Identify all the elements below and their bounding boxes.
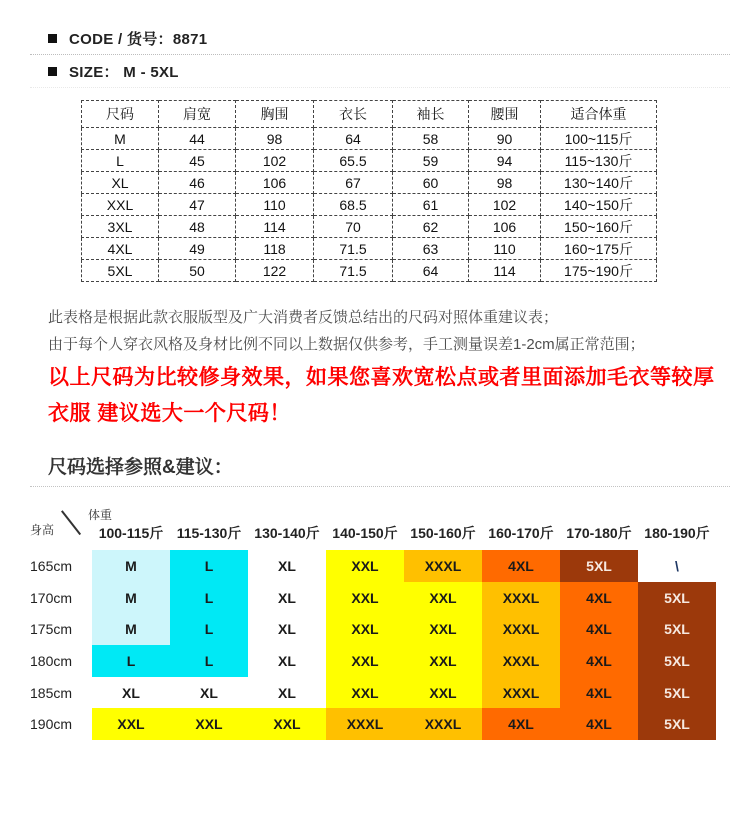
size-grid-cell: 4XL xyxy=(482,550,560,582)
size-table-cell: 130~140斤 xyxy=(541,172,657,194)
size-table-cell: 3XL xyxy=(82,216,159,238)
note-line-1: 此表格是根据此款衣服版型及广大消费者反馈总结出的尺码对照体重建议表； xyxy=(48,309,559,326)
size-table-cell: 140~150斤 xyxy=(541,194,657,216)
code-row xyxy=(30,22,730,55)
size-grid-cell: L xyxy=(170,645,248,677)
height-label-cell: 165cm xyxy=(30,557,73,574)
notes-block xyxy=(48,304,645,358)
size-table-cell: 4XL xyxy=(82,238,159,260)
size-grid-cell: XL xyxy=(170,677,248,709)
size-grid-cell: 5XL xyxy=(638,677,716,709)
warning-block xyxy=(48,360,715,432)
size-grid-cell: XXXL xyxy=(404,550,482,582)
size-table-head xyxy=(82,101,657,128)
size-table-cell: M xyxy=(82,128,159,150)
weight-header-cell: 115-130斤 xyxy=(176,525,242,541)
size-table-cell: 98 xyxy=(469,172,541,194)
weight-header-cell: 140-150斤 xyxy=(332,525,398,541)
size-grid-cell: XL xyxy=(248,550,326,582)
size-grid-cell: XXXL xyxy=(326,708,404,740)
size-table-cell: 44 xyxy=(159,128,236,150)
size-table-cell: 64 xyxy=(393,260,469,282)
size-table-row xyxy=(82,150,657,172)
size-table-header-cell: 腰围 xyxy=(469,101,541,128)
size-grid-cell: XXXL xyxy=(482,645,560,677)
size-table-cell: 110 xyxy=(236,194,314,216)
size-grid-cell: XL xyxy=(248,645,326,677)
size-table-cell: 114 xyxy=(236,216,314,238)
size-table-body xyxy=(82,128,657,282)
size-grid-cell: 4XL xyxy=(482,708,560,740)
size-grid-cell: 4XL xyxy=(560,582,638,614)
size-table-header-cell: 尺码 xyxy=(82,101,159,128)
size-grid-cell: XXXL xyxy=(482,613,560,645)
size-grid-cell: XXXL xyxy=(482,582,560,614)
size-grid-cell: 5XL xyxy=(638,645,716,677)
size-grid-cell: XL xyxy=(248,582,326,614)
weight-header-cell: 160-170斤 xyxy=(488,525,554,541)
height-label-cell: 180cm xyxy=(30,652,73,669)
size-table-cell: 160~175斤 xyxy=(541,238,657,260)
size-table-cell: 94 xyxy=(469,150,541,172)
size-table-cell: 71.5 xyxy=(314,238,393,260)
size-table-cell: 62 xyxy=(393,216,469,238)
size-table-header-cell: 肩宽 xyxy=(159,101,236,128)
weight-header-cell: 100-115斤 xyxy=(98,525,164,541)
size-row xyxy=(30,55,730,88)
size-table-cell: 90 xyxy=(469,128,541,150)
size-grid-cell: XXL xyxy=(326,613,404,645)
size-table-header-cell: 胸围 xyxy=(236,101,314,128)
size-grid-cell: XXL xyxy=(326,582,404,614)
size-table-cell: 47 xyxy=(159,194,236,216)
size-table-header-cell: 衣长 xyxy=(314,101,393,128)
size-table-header-cell: 袖长 xyxy=(393,101,469,128)
size-grid-cell: XL xyxy=(92,677,170,709)
size-table-cell: 175~190斤 xyxy=(541,260,657,282)
warning-line-2: 衣服 建议选大一个尺码！ xyxy=(48,402,291,425)
size-table-cell: 61 xyxy=(393,194,469,216)
bullet-square-icon xyxy=(48,67,57,76)
size-grid-cell: XXL xyxy=(92,708,170,740)
size-table-cell: 118 xyxy=(236,238,314,260)
size-table-cell: 64 xyxy=(314,128,393,150)
size-grid-cell: XXL xyxy=(248,708,326,740)
size-grid-cell: L xyxy=(170,582,248,614)
size-table-cell: 71.5 xyxy=(314,260,393,282)
height-label-cell: 175cm xyxy=(30,621,73,638)
code-label: CODE / 货号：8871 xyxy=(69,30,208,48)
weight-header-cell: 150-160斤 xyxy=(410,525,476,541)
size-grid-cell: 5XL xyxy=(638,613,716,645)
height-label-cell: 190cm xyxy=(30,716,73,733)
size-grid-cell: XXXL xyxy=(482,677,560,709)
size-table-cell: 106 xyxy=(236,172,314,194)
height-weight-corner-label xyxy=(30,498,113,550)
size-grid-cell: 5XL xyxy=(638,582,716,614)
size-grid-cell: M xyxy=(92,582,170,614)
size-table-row xyxy=(82,128,657,150)
size-table-cell: 70 xyxy=(314,216,393,238)
size-table-cell: 60 xyxy=(393,172,469,194)
diagonal-divider-icon xyxy=(61,510,81,535)
weight-header-cell: 130-140斤 xyxy=(254,525,320,541)
size-grid-cell: XL xyxy=(248,613,326,645)
weight-header-cell: 170-180斤 xyxy=(566,525,632,541)
size-grid-cell: XXL xyxy=(326,677,404,709)
weight-header-cell: 180-190斤 xyxy=(644,525,710,541)
size-table xyxy=(81,100,657,282)
size-table-cell: 114 xyxy=(469,260,541,282)
size-table-cell: 5XL xyxy=(82,260,159,282)
size-grid-cell: XXL xyxy=(404,677,482,709)
size-table-cell: 150~160斤 xyxy=(541,216,657,238)
size-table-row xyxy=(82,194,657,216)
size-grid-cell: 5XL xyxy=(560,550,638,582)
size-table-cell: 63 xyxy=(393,238,469,260)
size-table-cell: 98 xyxy=(236,128,314,150)
selection-grid xyxy=(30,498,716,740)
size-table-cell: L xyxy=(82,150,159,172)
size-grid-cell: M xyxy=(92,550,170,582)
size-grid-cell: XXXL xyxy=(404,708,482,740)
size-grid-cell: 5XL xyxy=(638,708,716,740)
bullet-square-icon xyxy=(48,34,57,43)
size-table-cell: 49 xyxy=(159,238,236,260)
size-grid-cell: XXL xyxy=(404,645,482,677)
size-grid-cell: 4XL xyxy=(560,677,638,709)
size-table-cell: XL xyxy=(82,172,159,194)
size-table-header-cell: 适合体重 xyxy=(541,101,657,128)
size-table-cell: 102 xyxy=(236,150,314,172)
size-table-cell: 59 xyxy=(393,150,469,172)
size-table-cell: 50 xyxy=(159,260,236,282)
size-grid-cell: XXL xyxy=(404,582,482,614)
size-table-row xyxy=(82,216,657,238)
size-grid-cell: 4XL xyxy=(560,645,638,677)
product-meta xyxy=(30,22,730,88)
size-range-label: SIZE： M - 5XL xyxy=(69,63,179,81)
size-table-cell: 110 xyxy=(469,238,541,260)
warning-line-1: 以上尺码为比较修身效果，如果您喜欢宽松点或者里面添加毛衣等较厚 xyxy=(48,366,715,389)
size-table-cell: 67 xyxy=(314,172,393,194)
size-table-cell: 100~115斤 xyxy=(541,128,657,150)
height-label-cell: 185cm xyxy=(30,684,73,701)
size-table-row xyxy=(82,238,657,260)
size-table-cell: 122 xyxy=(236,260,314,282)
height-axis-label: 身高 xyxy=(30,523,55,537)
size-grid-cell: XXL xyxy=(326,645,404,677)
section-divider xyxy=(30,486,730,487)
size-table-cell: 106 xyxy=(469,216,541,238)
size-table-row xyxy=(82,260,657,282)
size-table-cell: 46 xyxy=(159,172,236,194)
weight-axis-label: 体重 xyxy=(88,508,113,522)
size-table-cell: 45 xyxy=(159,150,236,172)
note-line-2: 由于每个人穿衣风格及身材比例不同以上数据仅供参考，手工测量误差1-2cm属正常范围； xyxy=(48,336,645,353)
size-table-cell: XXL xyxy=(82,194,159,216)
size-grid-cell: \ xyxy=(638,550,716,582)
size-grid-cell: L xyxy=(170,550,248,582)
size-table-row xyxy=(82,172,657,194)
size-table-cell: 102 xyxy=(469,194,541,216)
size-table-cell: 65.5 xyxy=(314,150,393,172)
size-grid-cell: 4XL xyxy=(560,708,638,740)
size-grid-cell: L xyxy=(92,645,170,677)
size-grid-cell: XXL xyxy=(170,708,248,740)
height-label-cell: 170cm xyxy=(30,589,73,606)
size-grid-cell: XXL xyxy=(404,613,482,645)
size-table-cell: 58 xyxy=(393,128,469,150)
size-table-cell: 48 xyxy=(159,216,236,238)
size-grid-cell: M xyxy=(92,613,170,645)
size-table-cell: 68.5 xyxy=(314,194,393,216)
section-title: 尺码选择参照&建议： xyxy=(48,457,233,478)
size-grid-cell: XXL xyxy=(326,550,404,582)
size-table-cell: 115~130斤 xyxy=(541,150,657,172)
size-grid-cell: XL xyxy=(248,677,326,709)
size-grid-cell: L xyxy=(170,613,248,645)
size-grid-cell: 4XL xyxy=(560,613,638,645)
